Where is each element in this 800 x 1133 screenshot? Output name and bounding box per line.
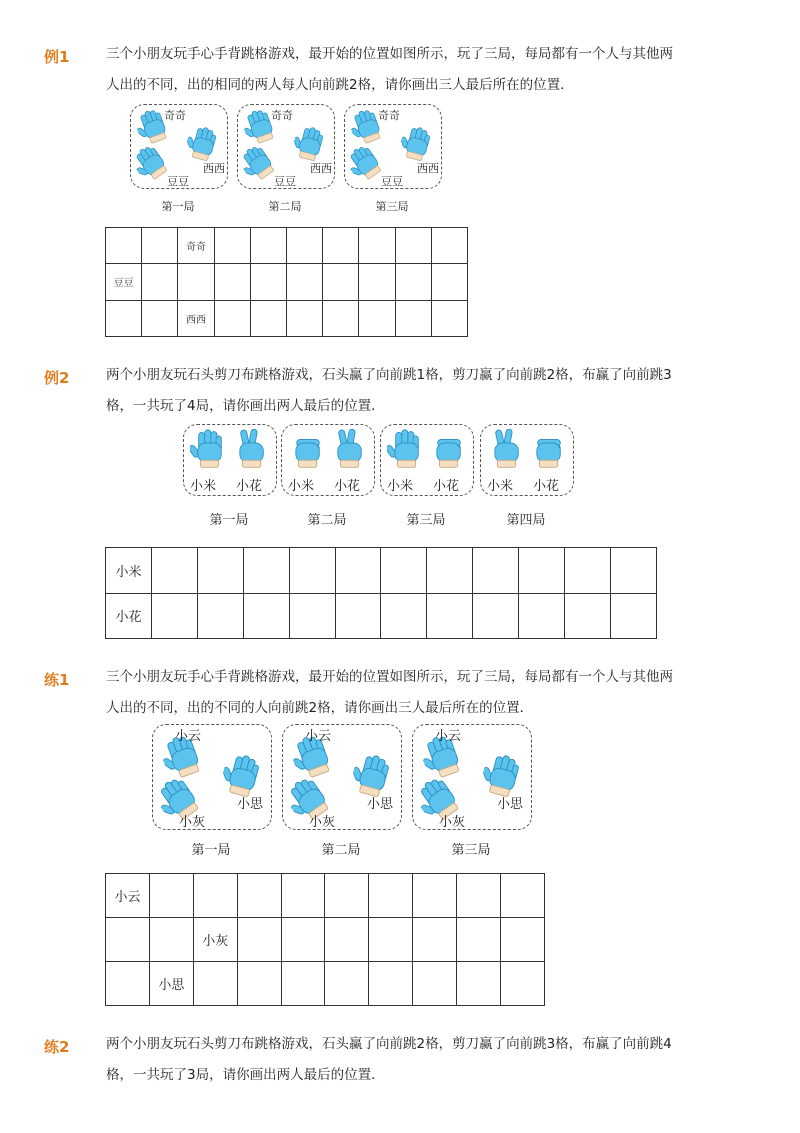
pr1-round-1-panel bbox=[152, 724, 272, 830]
grid-cell bbox=[106, 300, 142, 336]
glove-icon bbox=[429, 429, 469, 473]
grid-cell bbox=[519, 593, 565, 639]
ex1-question-line1: 三个小朋友玩手心手背跳格游戏，最开始的位置如图所示，玩了三局，每局都有一个人与其他两 bbox=[106, 46, 673, 62]
ex2-question bbox=[106, 360, 736, 422]
grid-cell bbox=[197, 593, 243, 639]
ex2-left-name: 小米 bbox=[487, 479, 514, 494]
grid-cell bbox=[427, 548, 473, 594]
ex1-name-right: 西西 bbox=[203, 162, 225, 175]
grid-cell bbox=[395, 300, 431, 336]
pr1-round-1-caption: 第一局 bbox=[191, 843, 231, 858]
glove-icon bbox=[232, 429, 272, 473]
grid-cell bbox=[325, 918, 369, 962]
grid-cell bbox=[323, 300, 359, 336]
ex2-right-name: 小花 bbox=[533, 479, 560, 494]
ex2-round-1-panel bbox=[183, 424, 277, 496]
ex2-right-name: 小花 bbox=[236, 479, 263, 494]
grid-cell bbox=[323, 264, 359, 300]
grid-cell bbox=[431, 228, 467, 264]
grid-cell bbox=[369, 918, 413, 962]
grid-cell bbox=[610, 548, 656, 594]
ex2-question-line2: 格，一共玩了4局，请你画出两人最后的位置． bbox=[106, 398, 385, 414]
grid-cell bbox=[250, 228, 286, 264]
grid-cell: 小花 bbox=[106, 593, 152, 639]
grid-cell bbox=[501, 962, 545, 1006]
grid-cell bbox=[325, 962, 369, 1006]
pr1-name-bottom: 小灰 bbox=[179, 815, 206, 830]
ex1-tag: 例1 bbox=[44, 48, 70, 66]
ex1-grid bbox=[105, 227, 468, 337]
ex2-round-2-caption: 第二局 bbox=[307, 513, 347, 528]
ex2-left-name: 小米 bbox=[387, 479, 414, 494]
glove-icon bbox=[242, 145, 276, 183]
grid-cell bbox=[395, 228, 431, 264]
grid-cell bbox=[237, 874, 281, 918]
grid-row bbox=[106, 228, 468, 264]
pr1-grid bbox=[105, 873, 545, 1006]
grid-cell bbox=[142, 264, 178, 300]
grid-cell bbox=[281, 874, 325, 918]
pr2-question-line2: 格，一共玩了3局，请你画出两人最后的位置． bbox=[106, 1067, 385, 1083]
grid-cell bbox=[427, 593, 473, 639]
grid-cell bbox=[395, 264, 431, 300]
ex1-name-top: 奇奇 bbox=[378, 109, 400, 122]
grid-cell bbox=[106, 962, 150, 1006]
glove-icon bbox=[135, 145, 169, 183]
grid-cell bbox=[151, 548, 197, 594]
ex1-name-top: 奇奇 bbox=[271, 109, 293, 122]
grid-cell bbox=[359, 228, 395, 264]
grid-cell bbox=[197, 548, 243, 594]
pr1-name-top: 小云 bbox=[175, 729, 202, 744]
grid-cell bbox=[178, 264, 214, 300]
ex2-round-4-panel bbox=[480, 424, 574, 496]
ex2-right-name: 小花 bbox=[433, 479, 460, 494]
ex1-name-bottom: 豆豆 bbox=[274, 175, 296, 188]
pr1-round-3-caption: 第三局 bbox=[451, 843, 491, 858]
grid-cell: 奇奇 bbox=[178, 228, 214, 264]
grid-cell bbox=[335, 548, 381, 594]
grid-cell: 西西 bbox=[178, 300, 214, 336]
grid-cell bbox=[243, 593, 289, 639]
grid-cell bbox=[325, 874, 369, 918]
ex2-round-4-caption: 第四局 bbox=[506, 513, 546, 528]
grid-cell bbox=[151, 593, 197, 639]
grid-cell bbox=[335, 593, 381, 639]
ex1-round-1-panel bbox=[130, 104, 228, 189]
grid-cell bbox=[501, 918, 545, 962]
ex1-name-right: 西西 bbox=[310, 162, 332, 175]
pr1-question bbox=[106, 662, 736, 724]
glove-scissors-icon bbox=[330, 429, 370, 469]
ex1-question-line2: 人出的不同，出的相同的两人每人向前跳2格，请你画出三人最后所在的位置． bbox=[106, 77, 574, 93]
glove-paper-icon bbox=[190, 429, 230, 469]
grid-cell bbox=[237, 962, 281, 1006]
grid-cell bbox=[413, 962, 457, 1006]
pr1-name-top: 小云 bbox=[305, 729, 332, 744]
glove-icon bbox=[190, 429, 230, 473]
grid-cell bbox=[250, 300, 286, 336]
grid-row bbox=[106, 962, 545, 1006]
grid-cell bbox=[106, 228, 142, 264]
ex2-round-3-caption: 第三局 bbox=[406, 513, 446, 528]
glove-rock-icon bbox=[529, 429, 569, 469]
grid-cell bbox=[413, 874, 457, 918]
ex1-round-3-caption: 第三局 bbox=[375, 200, 409, 213]
grid-cell: 小灰 bbox=[193, 918, 237, 962]
grid-cell bbox=[359, 264, 395, 300]
grid-cell bbox=[359, 300, 395, 336]
ex1-question bbox=[106, 39, 736, 101]
ex2-round-3-panel bbox=[380, 424, 474, 496]
glove-icon bbox=[529, 429, 569, 473]
grid-cell bbox=[323, 228, 359, 264]
pr2-question-line1: 两个小朋友玩石头剪刀布跳格游戏，石头赢了向前跳2格，剪刀赢了向前跳3格，布赢了向前跳4 bbox=[106, 1036, 672, 1052]
pr2-question bbox=[106, 1029, 736, 1091]
pr1-round-2-caption: 第二局 bbox=[321, 843, 361, 858]
grid-cell bbox=[457, 874, 501, 918]
grid-cell bbox=[381, 548, 427, 594]
grid-row bbox=[106, 874, 545, 918]
grid-cell bbox=[565, 593, 611, 639]
grid-cell bbox=[286, 228, 322, 264]
grid-cell bbox=[369, 874, 413, 918]
grid-cell bbox=[457, 962, 501, 1006]
pr1-round-3-panel bbox=[412, 724, 532, 830]
ex2-grid bbox=[105, 547, 657, 639]
grid-cell bbox=[106, 918, 150, 962]
grid-cell bbox=[457, 918, 501, 962]
grid-cell bbox=[413, 918, 457, 962]
grid-cell bbox=[237, 918, 281, 962]
ex1-round-3-panel bbox=[344, 104, 442, 189]
grid-cell bbox=[289, 593, 335, 639]
grid-cell bbox=[473, 548, 519, 594]
ex2-left-name: 小米 bbox=[288, 479, 315, 494]
grid-cell bbox=[565, 548, 611, 594]
glove-icon bbox=[387, 429, 427, 473]
grid-cell bbox=[286, 264, 322, 300]
grid-cell bbox=[473, 593, 519, 639]
glove-palm-icon bbox=[290, 123, 332, 165]
glove-paper-icon bbox=[387, 429, 427, 469]
grid-row bbox=[106, 593, 657, 639]
ex1-name-top: 奇奇 bbox=[164, 109, 186, 122]
glove-icon bbox=[288, 429, 328, 473]
grid-cell bbox=[149, 918, 193, 962]
ex1-round-1-caption: 第一局 bbox=[161, 200, 195, 213]
ex1-name-right: 西西 bbox=[417, 162, 439, 175]
grid-cell bbox=[431, 264, 467, 300]
pr2-tag: 练2 bbox=[44, 1038, 70, 1056]
grid-cell bbox=[281, 962, 325, 1006]
grid-cell bbox=[431, 300, 467, 336]
glove-back-icon bbox=[397, 123, 439, 165]
pr1-round-2-panel bbox=[282, 724, 402, 830]
grid-cell bbox=[193, 962, 237, 1006]
glove-rock-icon bbox=[288, 429, 328, 469]
pr1-name-right: 小思 bbox=[497, 797, 524, 812]
grid-cell bbox=[610, 593, 656, 639]
pr1-name-right: 小思 bbox=[367, 797, 394, 812]
grid-cell bbox=[381, 593, 427, 639]
glove-back-icon bbox=[183, 123, 225, 165]
grid-cell: 小云 bbox=[106, 874, 150, 918]
grid-cell bbox=[149, 874, 193, 918]
pr1-tag: 练1 bbox=[44, 671, 70, 689]
ex2-round-2-panel bbox=[281, 424, 375, 496]
grid-cell bbox=[501, 874, 545, 918]
pr1-question-line2: 人出的不同，出的不同的人向前跳2格，请你画出三人最后所在的位置． bbox=[106, 700, 534, 716]
grid-cell bbox=[142, 228, 178, 264]
ex1-round-2-panel bbox=[237, 104, 335, 189]
grid-row bbox=[106, 548, 657, 594]
pr1-name-bottom: 小灰 bbox=[309, 815, 336, 830]
pr1-question-line1: 三个小朋友玩手心手背跳格游戏，最开始的位置如图所示，玩了三局，每局都有一个人与其他两 bbox=[106, 669, 673, 685]
grid-cell bbox=[286, 300, 322, 336]
grid-cell bbox=[214, 228, 250, 264]
ex2-right-name: 小花 bbox=[334, 479, 361, 494]
glove-scissors-icon bbox=[487, 429, 527, 469]
ex1-name-bottom: 豆豆 bbox=[381, 175, 403, 188]
grid-cell bbox=[214, 264, 250, 300]
grid-cell bbox=[289, 548, 335, 594]
grid-cell: 小思 bbox=[149, 962, 193, 1006]
grid-cell bbox=[193, 874, 237, 918]
ex1-name-bottom: 豆豆 bbox=[167, 175, 189, 188]
ex2-tag: 例2 bbox=[44, 369, 70, 387]
grid-cell bbox=[214, 300, 250, 336]
grid-row bbox=[106, 264, 468, 300]
grid-cell bbox=[250, 264, 286, 300]
grid-cell bbox=[519, 548, 565, 594]
pr1-name-right: 小思 bbox=[237, 797, 264, 812]
grid-row bbox=[106, 300, 468, 336]
ex1-round-2-caption: 第二局 bbox=[268, 200, 302, 213]
grid-cell bbox=[281, 918, 325, 962]
grid-cell: 小米 bbox=[106, 548, 152, 594]
glove-icon bbox=[349, 145, 383, 183]
pr1-name-top: 小云 bbox=[435, 729, 462, 744]
ex2-round-1-caption: 第一局 bbox=[209, 513, 249, 528]
glove-scissors-icon bbox=[232, 429, 272, 469]
grid-cell bbox=[369, 962, 413, 1006]
pr1-name-bottom: 小灰 bbox=[439, 815, 466, 830]
glove-rock-icon bbox=[429, 429, 469, 469]
glove-icon bbox=[330, 429, 370, 473]
glove-icon bbox=[487, 429, 527, 473]
grid-row bbox=[106, 918, 545, 962]
grid-cell: 豆豆 bbox=[106, 264, 142, 300]
grid-cell bbox=[243, 548, 289, 594]
ex2-left-name: 小米 bbox=[190, 479, 217, 494]
ex2-question-line1: 两个小朋友玩石头剪刀布跳格游戏，石头赢了向前跳1格，剪刀赢了向前跳2格，布赢了向前跳3 bbox=[106, 367, 672, 383]
grid-cell bbox=[142, 300, 178, 336]
